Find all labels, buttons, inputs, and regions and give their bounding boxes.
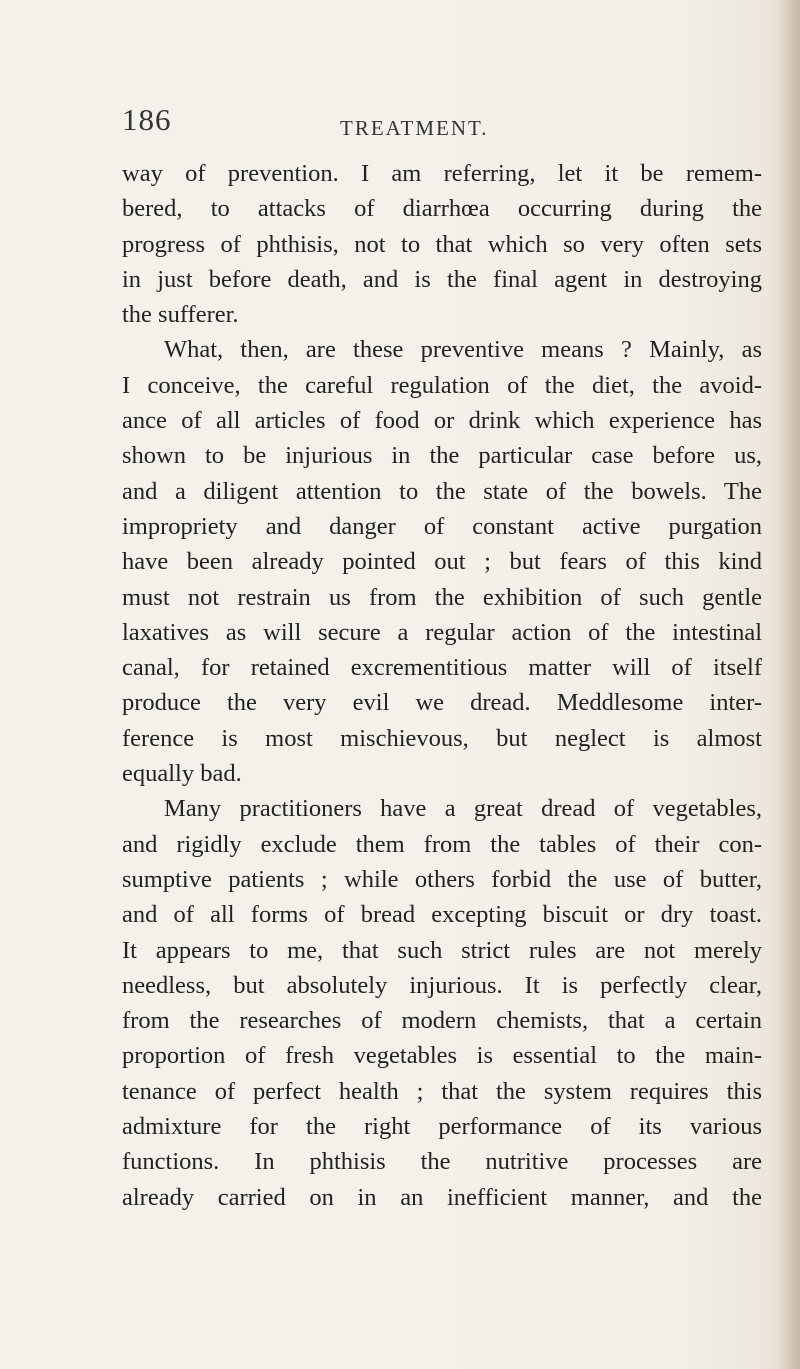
text-line: I conceive, the careful regulation of the diet, the avoid- <box>122 371 762 399</box>
text-line: laxatives as will secure a regular action of the intestinal <box>122 618 762 646</box>
text-line: and rigidly exclude them from the tables of their con- <box>122 830 762 858</box>
page-number: 186 <box>122 102 172 137</box>
text-line: from the researches of modern chemists, that a certain <box>122 1007 762 1035</box>
text-line: functions. In phthisis the nutritive processes are <box>122 1148 762 1176</box>
body-text <box>122 156 762 1215</box>
text-line: bered, to attacks of diarrhœa occurring during the <box>122 195 762 223</box>
text-line: shown to be injurious in the particular case before us, <box>122 442 762 470</box>
text-line: Many practitioners have a great dread of vegetables, <box>164 795 762 823</box>
text-line: admixture for the right performance of its various <box>122 1113 762 1141</box>
paragraph <box>122 332 762 791</box>
text-line: It appears to me, that such strict rules are not merely <box>122 936 762 964</box>
text-line: must not restrain us from the exhibition of such gentle <box>122 583 762 611</box>
text-line: progress of phthisis, not to that which so very often sets <box>122 230 762 258</box>
text-line: sumptive patients ; while others forbid the use of butter, <box>122 865 762 893</box>
text-line: equally bad. <box>122 760 242 788</box>
text-line: way of prevention. I am referring, let it be remem- <box>122 160 762 187</box>
text-line: in just before death, and is the final agent in destroying <box>122 265 762 293</box>
page-edge-shadow <box>778 0 800 1369</box>
text-line: and of all forms of bread excepting biscuit or dry toast. <box>122 901 762 929</box>
text-line: produce the very evil we dread. Meddlesome inter- <box>122 689 762 717</box>
text-line: already carried on in an inefficient manner, and the <box>122 1183 762 1211</box>
text-line: have been already pointed out ; but fears of this kind <box>122 548 762 576</box>
paragraph <box>122 156 762 332</box>
text-line: proportion of fresh vegetables is essential to the main- <box>122 1042 762 1070</box>
text-line: ference is most mischievous, but neglect is almost <box>122 724 762 752</box>
text-line: and a diligent attention to the state of the bowels. The <box>122 477 762 505</box>
text-line: canal, for retained excrementitious matter will of itself <box>122 654 762 682</box>
text-line: impropriety and danger of constant active purgation <box>122 512 762 540</box>
text-line: What, then, are these preventive means ? Mainly, as <box>164 336 762 364</box>
text-line: ance of all articles of food or drink which experience has <box>122 407 762 435</box>
running-head: TREATMENT. <box>340 116 489 140</box>
text-line: the sufferer. <box>122 301 239 329</box>
page-header <box>122 102 752 142</box>
text-line: tenance of perfect health ; that the system requires this <box>122 1077 762 1105</box>
text-line: needless, but absolutely injurious. It is perfectly clear, <box>122 971 762 999</box>
paragraph <box>122 791 762 1215</box>
